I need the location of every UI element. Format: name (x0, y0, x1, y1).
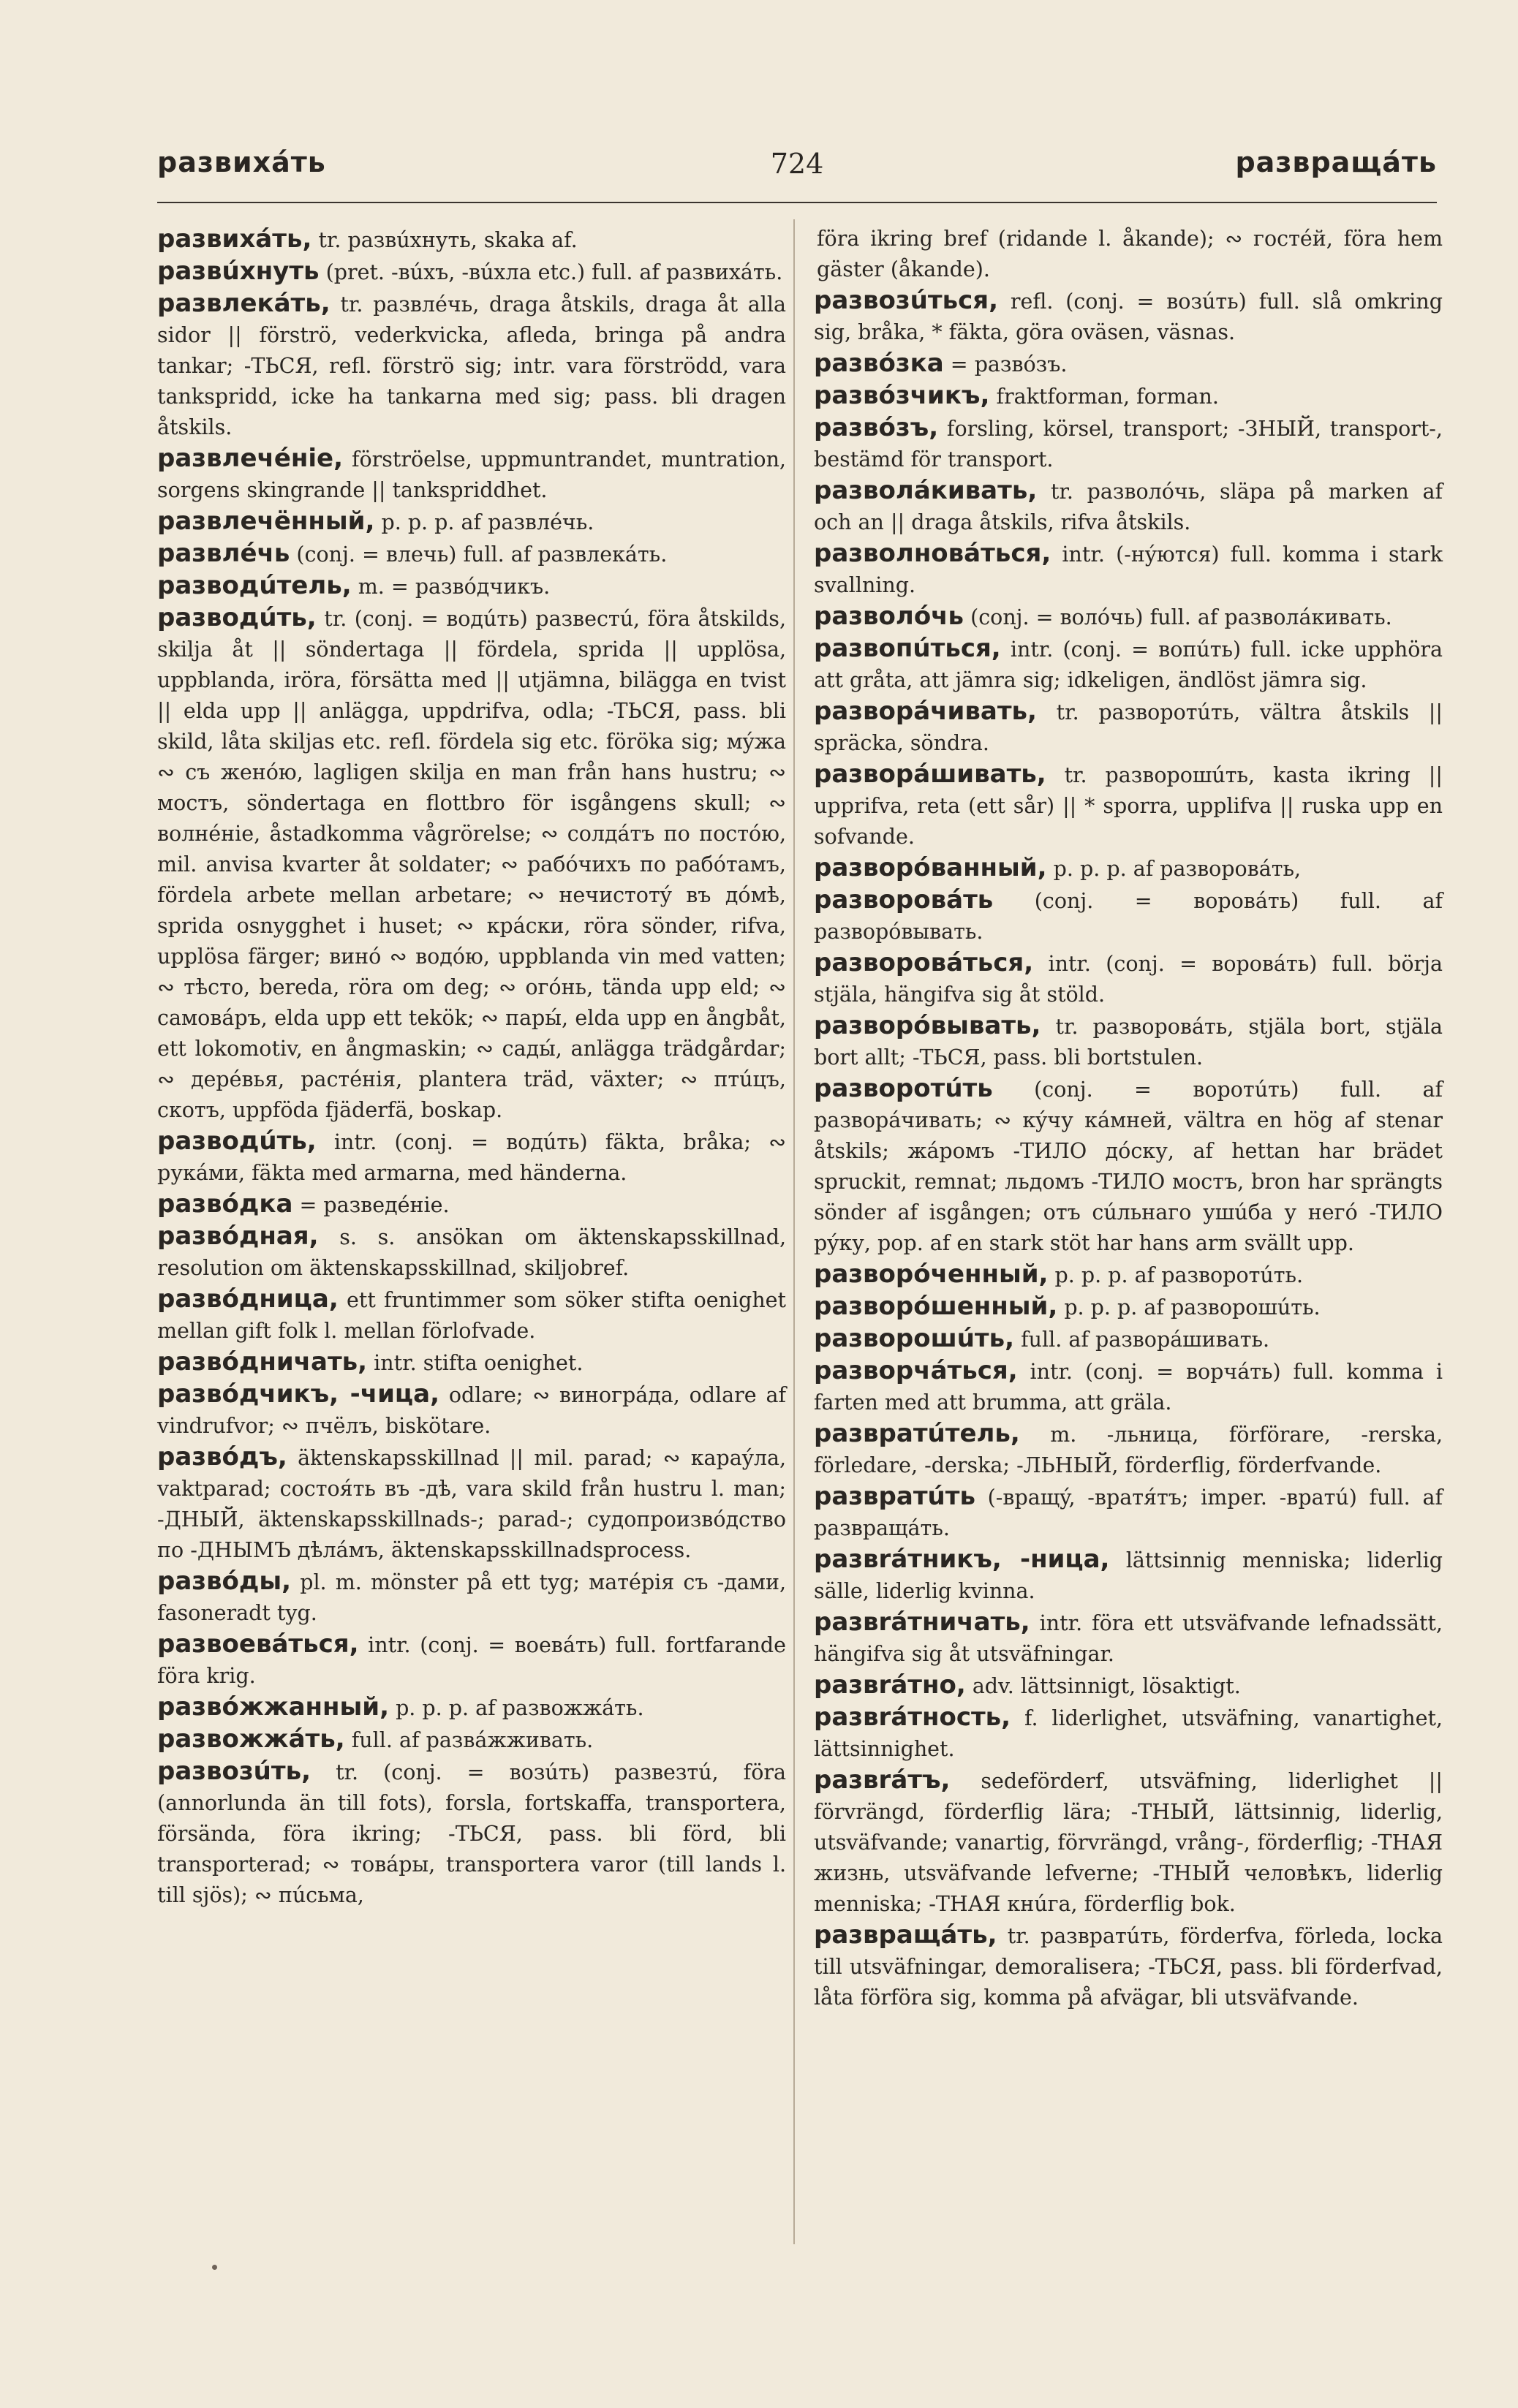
entry-headword: развráтно, (814, 1670, 966, 1700)
dictionary-entry (157, 443, 786, 506)
entry-body: m. -льница, förförare, -rerska, förledare, -derska; -ЛЬНЫЙ, förderflig, förderfvande. (814, 1423, 1443, 1477)
entry-headword: развóзчикъ, (814, 381, 990, 410)
dictionary-entry (157, 1756, 786, 1911)
entry-headword: разводúть, (157, 603, 317, 632)
dictionary-entry (157, 1442, 786, 1566)
dictionary-entry (814, 1259, 1443, 1291)
dictionary-entry (814, 1481, 1443, 1544)
entry-body: pl. m. mönster på ett tyg; матéрія съ -дами, fasoneradt tyg. (157, 1570, 787, 1625)
entry-body: full. af развáжживать. (351, 1728, 594, 1752)
entry-body: forsling, körsel, transport; -ЗНЫЙ, transport-, bestämd för transport. (814, 417, 1443, 472)
entry-body: tr. (conj. = возúть) развезтú, föra (annorlunda än till fots), forsla, fortskaffa, transportera, försända, föra ikring; -ТЬСЯ, pass. bli förd, bli transporterad; ∾ товáры, transportera varor (till lands l. till sjös); ∾ пúсьма, (157, 1760, 786, 1907)
dictionary-entry (157, 1284, 786, 1347)
entry-body: lättsinnig menniska; liderlig sälle, liderlig kvinna. (814, 1548, 1443, 1603)
dictionary-entry (814, 696, 1443, 759)
dictionary-entry (157, 1566, 786, 1629)
entry-headword: развоевáться, (157, 1629, 359, 1659)
entry-headword: развлечённый, (157, 507, 375, 536)
dictionary-entry-continuation (814, 224, 1443, 285)
entry-headword: развóзъ, (814, 413, 939, 442)
dictionary-entry (157, 1189, 786, 1221)
entry-headword: разводúть, (157, 1127, 317, 1156)
dictionary-entry (814, 285, 1443, 348)
dictionary-entry (814, 1670, 1443, 1702)
entry-headword: развóдъ, (157, 1442, 287, 1472)
dictionary-entry (814, 759, 1443, 852)
entry-headword: развóдница, (157, 1284, 339, 1314)
entry-headword: разворотúть (814, 1074, 993, 1103)
dictionary-entry (814, 1291, 1443, 1323)
entry-headword: разворóванный, (814, 853, 1047, 882)
page-header (157, 146, 1437, 197)
header-rule (157, 202, 1437, 203)
entry-headword: разволáкивать, (814, 476, 1038, 505)
left-column (157, 224, 786, 1911)
entry-body: = развóзъ. (950, 352, 1068, 376)
entry-headword: развлекáть, (157, 289, 331, 318)
entry-headword: разворовáть (814, 885, 994, 915)
entry-headword: разворóшенный, (814, 1292, 1058, 1321)
dictionary-entry (814, 412, 1443, 475)
dictionary-entry (814, 885, 1443, 947)
entry-headword: развóды, (157, 1567, 292, 1596)
entry-body: intr. stifta oenighet. (374, 1351, 584, 1375)
dictionary-entry (814, 538, 1443, 601)
entry-headword: развóзка (814, 349, 944, 378)
entry-headword: развлéчь (157, 539, 290, 568)
entry-body: (conj. = волóчь) full. af разволáкивать. (970, 605, 1392, 629)
entry-body: intr. (conj. = воровáть) full. börja stjäla, hängifva sig åt stöld. (814, 952, 1443, 1007)
column-divider (793, 219, 795, 2244)
entry-body: sedeförderf, utsväfning, liderlighet || förvrängd, förderflig lära; -ТНЫЙ, lättsinnig, liderlig, utsväfvande; vanartig, förvrängd, vrång-, förderflig; -ТНАЯ жизнь, utsväfvande lefverne; -ТНЫЙ человѣкъ, liderlig menniska; -ТНАЯ кнúга, förderflig bok. (814, 1769, 1443, 1916)
dictionary-entry (814, 947, 1443, 1010)
dictionary-entry (814, 852, 1443, 885)
entry-headword: разволновáться, (814, 539, 1051, 568)
entry-body: p. p. p. af разворотúть. (1054, 1263, 1304, 1287)
entry-body: p. p. p. af развожжáть. (396, 1696, 644, 1720)
dictionary-entry (814, 1702, 1443, 1765)
entry-body: tr. разворошúть, kasta ikring || upprifva, reta (ett sår) || * sporra, upplifva || ruska upp en sofvande. (814, 763, 1443, 849)
entry-body: intr. föra ett utsväfvande lefnadssätt, hängifva sig åt utsväfningar. (814, 1611, 1443, 1666)
entry-headword: развратúть (814, 1482, 975, 1511)
dictionary-entry (814, 1765, 1443, 1920)
entry-body: odlare; ∾ виногрáда, odlare af vindrufvor; ∾ пчёлъ, biskötare. (157, 1383, 786, 1438)
entry-body: tr. (conj. = водúть) развестú, föra åtskilds, skilja åt || söndertaga || fördela, sprida || upplösa, uppblanda, iröra, försätta med || utjämna, bilägga en tvist || elda upp || anlägga, uppdrifva, odla; -ТЬСЯ, pass. bli skild, låta skiljas etc. refl. fördela sig etc. föröka sig; мýжа ∾ съ женóю, lagligen skilja en man från hans hustru; ∾ мостъ, söndertaga en flottbro för isgångens skull; ∾ волнéніе, åstadkomma vågrörelse; ∾ солдáтъ по постóю, mil. anvisa kvarter åt soldater; ∾ рабóчихъ по рабóтамъ, fördela arbete mellan arbetare; ∾ нечистотý въ дóмѣ, sprida osnygghet i huset; ∾ крáски, röra sönder, rifva, upplösa färger; винó ∾ водóю, uppblanda vin med vatten; ∾ тѣсто, bereda, röra om deg; ∾ огóнь, tända upp eld; ∾ самовáръ, elda upp ett tekök; ∾ пары́, elda upp en ångbåt, ett lokomotiv, en ångmaskin; ∾ сады́, anlägga trädgårdar; ∾ дерéвья, растéнія, plantera träd, växter; ∾ птúцъ, скотъ, uppföda fjäderfä, boskap. (157, 607, 786, 1122)
dictionary-entry (814, 1920, 1443, 2013)
entry-body: tr. разворотúть, vältra åtskils || spräcka, söndra. (814, 700, 1443, 755)
entry-body: tr. развлéчь, draga åtskils, draga åt alla sidor || förströ, vederkvicka, afleda, bringa på andra tankar; -ТЬСЯ, refl. förströ sig; intr. vara förströdd, vara tankspridd, icke ha tankarna med sig; pass. bli dragen åtskils. (157, 292, 786, 439)
entry-body: intr. (conj. = воевáть) full. fortfarande föra krig. (157, 1633, 787, 1688)
entry-headword: развозúть, (157, 1757, 311, 1786)
entry-body: ett fruntimmer som söker stifta oenighet mellan gift folk l. mellan förlofvade. (157, 1288, 787, 1343)
dictionary-entry (157, 1126, 786, 1189)
entry-headword: разворóвывать, (814, 1011, 1041, 1040)
dictionary-entry (814, 380, 1443, 412)
entry-body: förströelse, uppmuntrandet, muntration, sorgens skingrande || tankspriddhet. (157, 447, 786, 502)
entry-headword: развráтникъ, -ница, (814, 1545, 1110, 1574)
entry-body: tr. развúхнуть, skaka af. (318, 228, 578, 252)
entry-body: s. s. ansökan om äktenskapsskillnad, resolution om äktenskapsskillnad, skiljobref. (157, 1225, 787, 1280)
running-head-right: развращáть (1235, 146, 1437, 178)
dictionary-entry (814, 1010, 1443, 1073)
running-head-left: развихáть (157, 146, 326, 178)
entry-headword: разворáшивать, (814, 760, 1046, 789)
entry-body: (conj. = воровáть) full. af разворóвывать. (814, 889, 1443, 944)
dictionary-entry (157, 1724, 786, 1756)
entry-headword: развлечéніе, (157, 444, 344, 473)
entry-headword: разворовáться, (814, 948, 1034, 977)
dictionary-entry (814, 1607, 1443, 1670)
entry-headword: развóдная, (157, 1222, 319, 1251)
entry-body: (conj. = воротúть) full. af разворáчивать; ∾ кýчу кáмней, vältra en hög af stenar åtskils; жáромъ -ТИЛО дóску, af hettan har brädet spruckit, remnat; льдомъ -ТИЛО мостъ, bron har sprängts sönder af isgången; отъ сúльнаго ушúба у негó -ТИЛО рýку, pop. af en stark stöt har hans arm svällt upp. (814, 1078, 1443, 1255)
dictionary-entry (157, 570, 786, 602)
entry-body: intr. (conj. = водúть) fäkta, bråka; ∾ рукáми, fäkta med armarna, med händerna. (157, 1130, 786, 1185)
dictionary-entry (814, 1073, 1443, 1259)
dictionary-entry (814, 348, 1443, 380)
entry-body: p. p. p. af разворовáть, (1053, 857, 1302, 881)
entry-body: (conj. = влечь) full. af развлекáть. (296, 542, 668, 567)
entry-body: (pret. -вúхъ, -вúхла etc.) full. af развихáть. (325, 260, 783, 284)
entry-body: p. p. p. af развлéчь. (381, 510, 594, 534)
dictionary-entry (157, 538, 786, 570)
entry-body: tr. разворовáть, stjäla bort, stjäla bort allt; -ТЬСЯ, pass. bli bortstulen. (814, 1015, 1443, 1069)
dictionary-entry (157, 256, 786, 288)
dictionary-entry (814, 1355, 1443, 1418)
dictionary-entry (157, 224, 786, 256)
dictionary-entry (157, 288, 786, 443)
entry-headword: разворчáться, (814, 1356, 1018, 1385)
dictionary-entry (157, 602, 786, 1126)
entry-body: p. p. p. af разворошúть. (1064, 1295, 1321, 1320)
entry-body: refl. (conj. = возúть) full. slå omkring sig, bråka, * fäkta, göra oväsen, väsnas. (814, 289, 1443, 344)
entry-headword: развозúться, (814, 286, 998, 315)
entry-headword: разволóчь (814, 602, 964, 631)
dictionary-entry (157, 1379, 786, 1442)
dictionary-entry (814, 1418, 1443, 1481)
page-number: 724 (770, 148, 824, 180)
entry-body: intr. (conj. = вопúть) full. icke upphöra att gråta, att jämra sig; idkeligen, ändlöst jämra sig. (814, 637, 1443, 692)
dictionary-entry (157, 1692, 786, 1724)
entry-headword: развихáть, (157, 224, 312, 254)
entry-headword: развráтность, (814, 1703, 1011, 1732)
entry-headword: развúхнуть (157, 257, 320, 286)
entry-body: m. = развóдчикъ. (358, 575, 551, 599)
dictionary-entry (157, 1629, 786, 1692)
entry-headword: развóдка (157, 1189, 293, 1219)
dictionary-entry (157, 506, 786, 538)
paper-speck (212, 2265, 217, 2270)
entry-body: full. af разворáшивать. (1021, 1328, 1270, 1352)
right-column (814, 224, 1443, 2013)
entry-headword: развráтъ, (814, 1765, 951, 1795)
dictionary-entry (814, 475, 1443, 538)
entry-headword: разворáчивать, (814, 697, 1037, 726)
entry-headword: развóдничать, (157, 1347, 368, 1377)
entry-headword: развопúться, (814, 634, 1001, 663)
entry-body: tr. развратúть, förderfva, förleda, locka till utsväfningar, demoralisera; -ТЬСЯ, pass. bli förderfvad, låta förföra sig, komma på afvägar, bli utsväfvande. (814, 1924, 1443, 2010)
dictionary-entry (814, 633, 1443, 696)
entry-body: fraktforman, forman. (996, 385, 1219, 409)
dictionary-entry (814, 1544, 1443, 1607)
entry-headword: развráтничать, (814, 1608, 1030, 1637)
dictionary-entry (814, 601, 1443, 633)
entry-body: adv. lättsinnigt, lösaktigt. (972, 1674, 1241, 1698)
entry-headword: разворóченный, (814, 1260, 1049, 1289)
entry-body: intr. (-нýются) full. komma i stark svallning. (814, 542, 1443, 597)
entry-headword: развóдчикъ, -чица, (157, 1379, 439, 1409)
entry-headword: развращáть, (814, 1920, 997, 1950)
dictionary-entry (814, 1323, 1443, 1355)
entry-headword: разводúтель, (157, 571, 352, 600)
entry-body: (-вращý, -вратя́тъ; imper. -вратú) full. af развращáть. (814, 1485, 1443, 1540)
entry-body: äktenskapsskillnad || mil. parad; ∾ караýла, vaktparad; состоя́ть въ -дѣ, vara skild från hustru l. man; -ДНЫЙ, äktenskapsskillnads-; parad-; судопроизвóдство по -ДНЫМЪ дѣлáмъ, äktenskapsskillnadsprocess. (157, 1446, 787, 1562)
entry-headword: развожжáть, (157, 1724, 345, 1754)
entry-body: = разведéніе. (299, 1193, 450, 1217)
entry-body: föra ikring bref (ridande l. åkande); ∾ гостéй, föra hem gäster (åkande). (817, 227, 1443, 281)
entry-headword: разворошúть, (814, 1324, 1015, 1353)
dictionary-entry (157, 1347, 786, 1379)
entry-headword: развóжжанный, (157, 1692, 389, 1722)
entry-body: intr. (conj. = ворчáть) full. komma i farten med att brumma, att gräla. (814, 1360, 1443, 1415)
entry-headword: развратúтель, (814, 1419, 1020, 1448)
dictionary-entry (157, 1221, 786, 1284)
entry-body: tr. разволóчь, släpa på marken af och an || draga åtskils, rifva åtskils. (814, 480, 1443, 534)
entry-body: f. liderlighet, utsväfning, vanartighet, lättsinnighet. (814, 1706, 1443, 1761)
